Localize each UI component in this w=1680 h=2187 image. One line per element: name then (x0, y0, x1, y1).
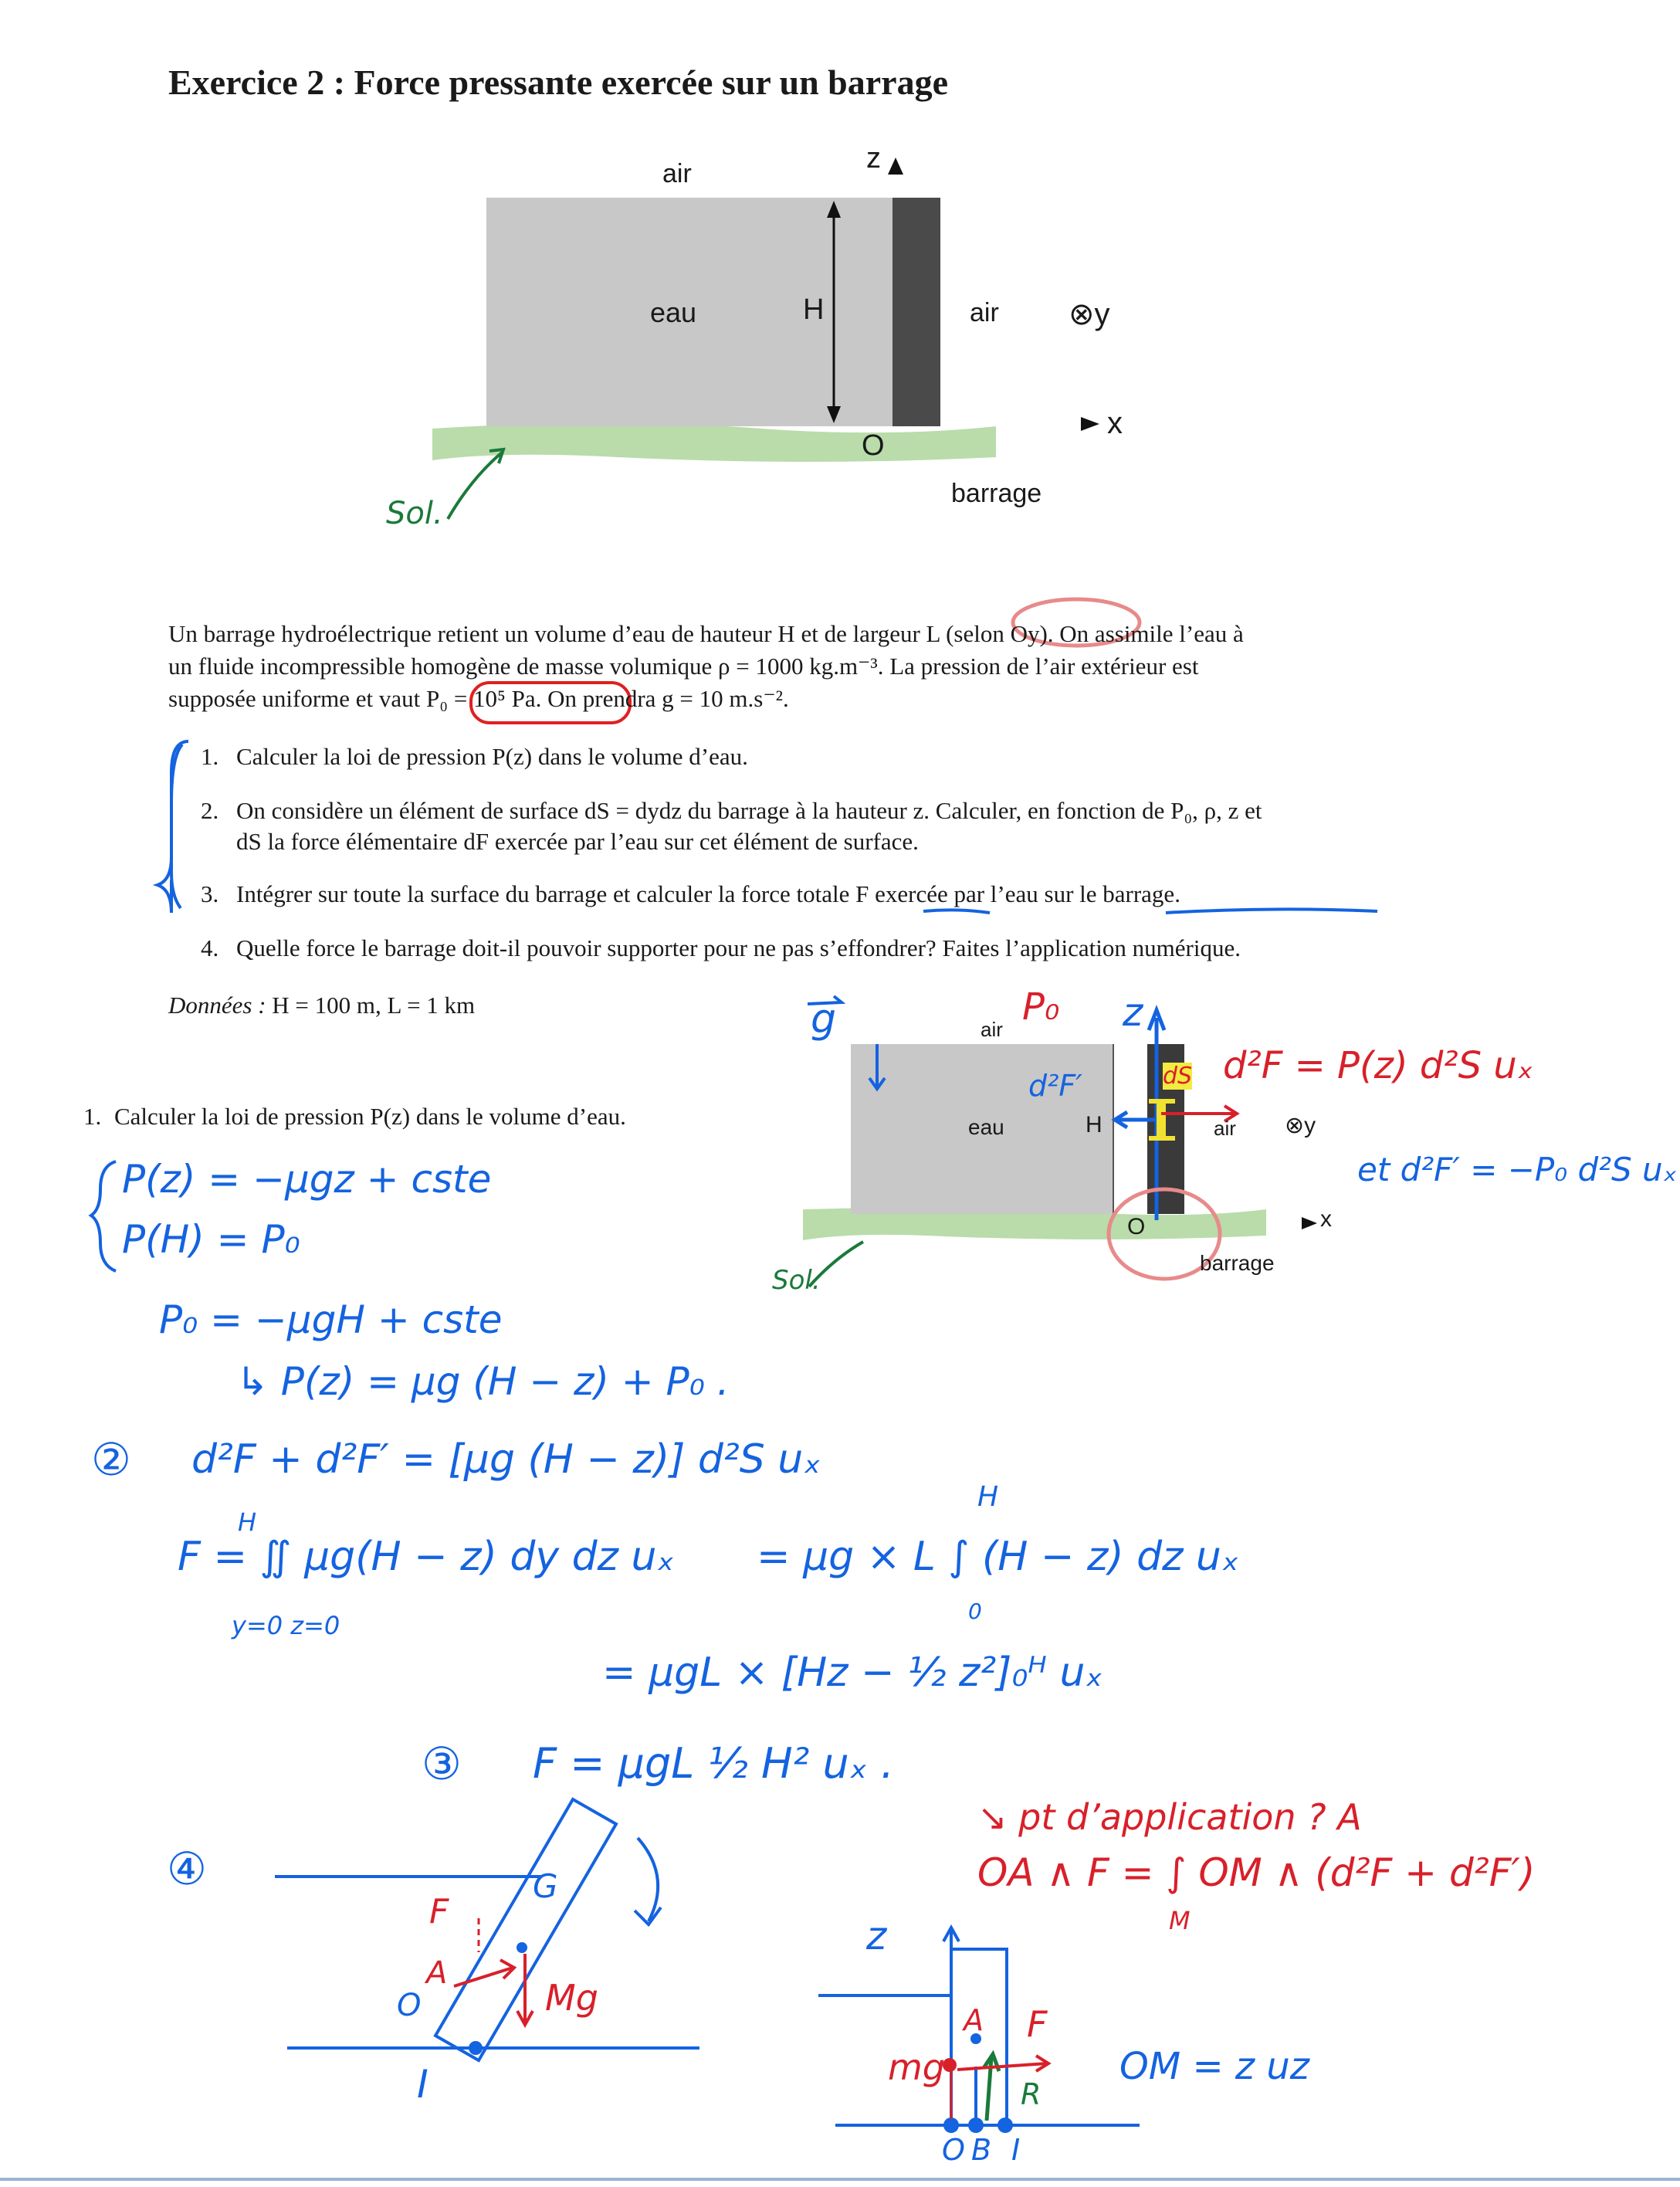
fig2-eau-label: eau (968, 1115, 1004, 1139)
hw-note-application-point: ↘ pt d’application ? A (977, 1796, 1362, 1838)
question-number: 3. (201, 880, 219, 907)
fig4-mg-label: mg (888, 2046, 946, 2088)
fig2-air-right-label: air (1214, 1117, 1236, 1140)
question-number: 1. (201, 743, 219, 770)
fig4-z-label: z (866, 1914, 887, 1958)
question-text: Quelle force le barrage doit-il pouvoir supporter pour ne pas s’effondrer? Faites l’application numérique. (236, 934, 1241, 961)
fig1-eau-label: eau (650, 297, 697, 328)
hw-g-vector: g (811, 996, 837, 1043)
fig4-F-label: F (1027, 2003, 1048, 2045)
fig1-sol-annotation: Sol. (386, 496, 443, 531)
fig1-barrage-label: barrage (951, 479, 1042, 508)
hw-question-3-number: ③ (422, 1738, 462, 1790)
fig4-O-label: O (942, 2133, 965, 2167)
hw-line-8: F = μgL ½ H² uₓ . (533, 1739, 894, 1788)
hw-line-6a: F = ∬ μg(H − z) dy dz uₓ (178, 1534, 675, 1580)
fig1-y-axis-label: ⊗y (1069, 297, 1110, 331)
question-text: On considère un élément de surface dS = dydz du barrage à la hauteur z. Calculer, en fonction de P₀, ρ, z et (236, 797, 1262, 824)
fig4-B-label: B (971, 2133, 992, 2167)
hw-line-1: P(z) = −μgz + cste (122, 1157, 492, 1202)
hw-line-5: d²F + d²F′ = [μg (H − z)] d²S uₓ (191, 1436, 821, 1483)
question-text: Intégrer sur toute la surface du barrage et calculer la force totale F exercée par l’eau sur le barrage. (236, 880, 1180, 907)
hw-d2f-prime: d²F′ (1028, 1069, 1082, 1103)
fig1-air-top-label: air (662, 159, 692, 188)
hw-line-4: ↳ P(z) = μg (H − z) + P₀ . (236, 1359, 730, 1404)
fig3-A-label: A (426, 1955, 448, 1991)
fig3-Mg-label: Mg (545, 1977, 598, 2019)
hw-note-M: M (1169, 1906, 1191, 1935)
fig1-H-label: H (803, 293, 825, 326)
hw-p0: P₀ (1022, 985, 1060, 1029)
fig2-barrage-label: barrage (1200, 1251, 1275, 1275)
donnees-label: Données : (168, 992, 266, 1019)
fig4-R-label: R (1021, 2077, 1042, 2111)
fig2-air-top-label: air (981, 1018, 1003, 1041)
donnees-values: H = 100 m, L = 1 km (272, 992, 476, 1019)
fig4-A-label: A (964, 2003, 984, 2037)
fig1-x-axis-label: x (1107, 406, 1123, 440)
hw-om-equation: OM = z uz (1119, 2045, 1309, 2088)
hw-bound-top-a: H (238, 1507, 257, 1537)
statement-line-2: un fluide incompressible homogène de masse volumique ρ = 1000 kg.m⁻³. La pression de l’air extérieur est (168, 653, 1199, 680)
question-text: Calculer la loi de pression P(z) dans le volume d’eau. (236, 743, 748, 770)
question-number: 2. (201, 797, 219, 824)
hw-d2f-prime-equation: et d²F′ = −P₀ d²S uₓ (1357, 1151, 1678, 1188)
statement-line-1: Un barrage hydroélectrique retient un volume d’eau de hauteur H et de largeur L (selon Oy). On assimile l’eau à (168, 620, 1244, 647)
hw-line-2: P(H) = P₀ (122, 1217, 300, 1262)
question-number: 4. (201, 934, 219, 961)
fig2-H-label: H (1086, 1112, 1102, 1138)
hw-ds: dS (1163, 1063, 1193, 1090)
fig3-O-label: O (397, 1988, 422, 2023)
fig1-z-axis-label: z (866, 142, 881, 175)
hw-line-3: P₀ = −μgH + cste (159, 1297, 503, 1342)
answer-heading-number: 1. (83, 1103, 102, 1130)
fig3-G-label: G (533, 1867, 558, 1905)
fig2-y-axis-label: ⊗y (1285, 1113, 1316, 1138)
statement-line-3: supposée uniforme et vaut P₀ = 10⁵ Pa. On prendra g = 10 m.s⁻². (168, 685, 789, 712)
hw-line-6b: = μg × L ∫ (H − z) dz uₓ (757, 1534, 1239, 1580)
fig1-air-right-label: air (970, 298, 999, 327)
hw-bound-bottom-b: 0 (968, 1599, 982, 1624)
hw-line-7: = μgL × [Hz − ½ z²]₀ᴴ uₓ (602, 1650, 1103, 1696)
hw-bound-bottom-a: y=0 z=0 (232, 1611, 340, 1640)
fig3-F-label: F (429, 1892, 449, 1931)
question-text: dS la force élémentaire dF exercée par l’eau sur cet élément de surface. (236, 828, 919, 855)
fig2-x-axis-label: x (1320, 1206, 1332, 1232)
answer-heading-text: Calculer la loi de pression P(z) dans le volume d’eau. (114, 1103, 626, 1130)
hw-question-2-number: ② (91, 1433, 131, 1486)
fig2-origin-label: O (1127, 1214, 1146, 1239)
hw-sol-annotation: Sol. (772, 1265, 821, 1296)
fig4-I-label: I (1011, 2133, 1021, 2167)
hw-z-axis: z (1123, 990, 1143, 1035)
hw-note-moment-equation: OA ∧ F = ∫ OM ∧ (d²F + d²F′) (977, 1850, 1536, 1895)
fig1-origin-label: O (862, 429, 885, 462)
hw-d2f-equation: d²F = P(z) d²S uₓ (1223, 1044, 1534, 1087)
hw-question-4-number: ④ (167, 1843, 207, 1895)
fig3-I-label: I (417, 2062, 428, 2107)
hw-bound-top-b: H (977, 1481, 999, 1513)
page-title: Exercice 2 : Force pressante exercée sur un barrage (168, 63, 949, 102)
